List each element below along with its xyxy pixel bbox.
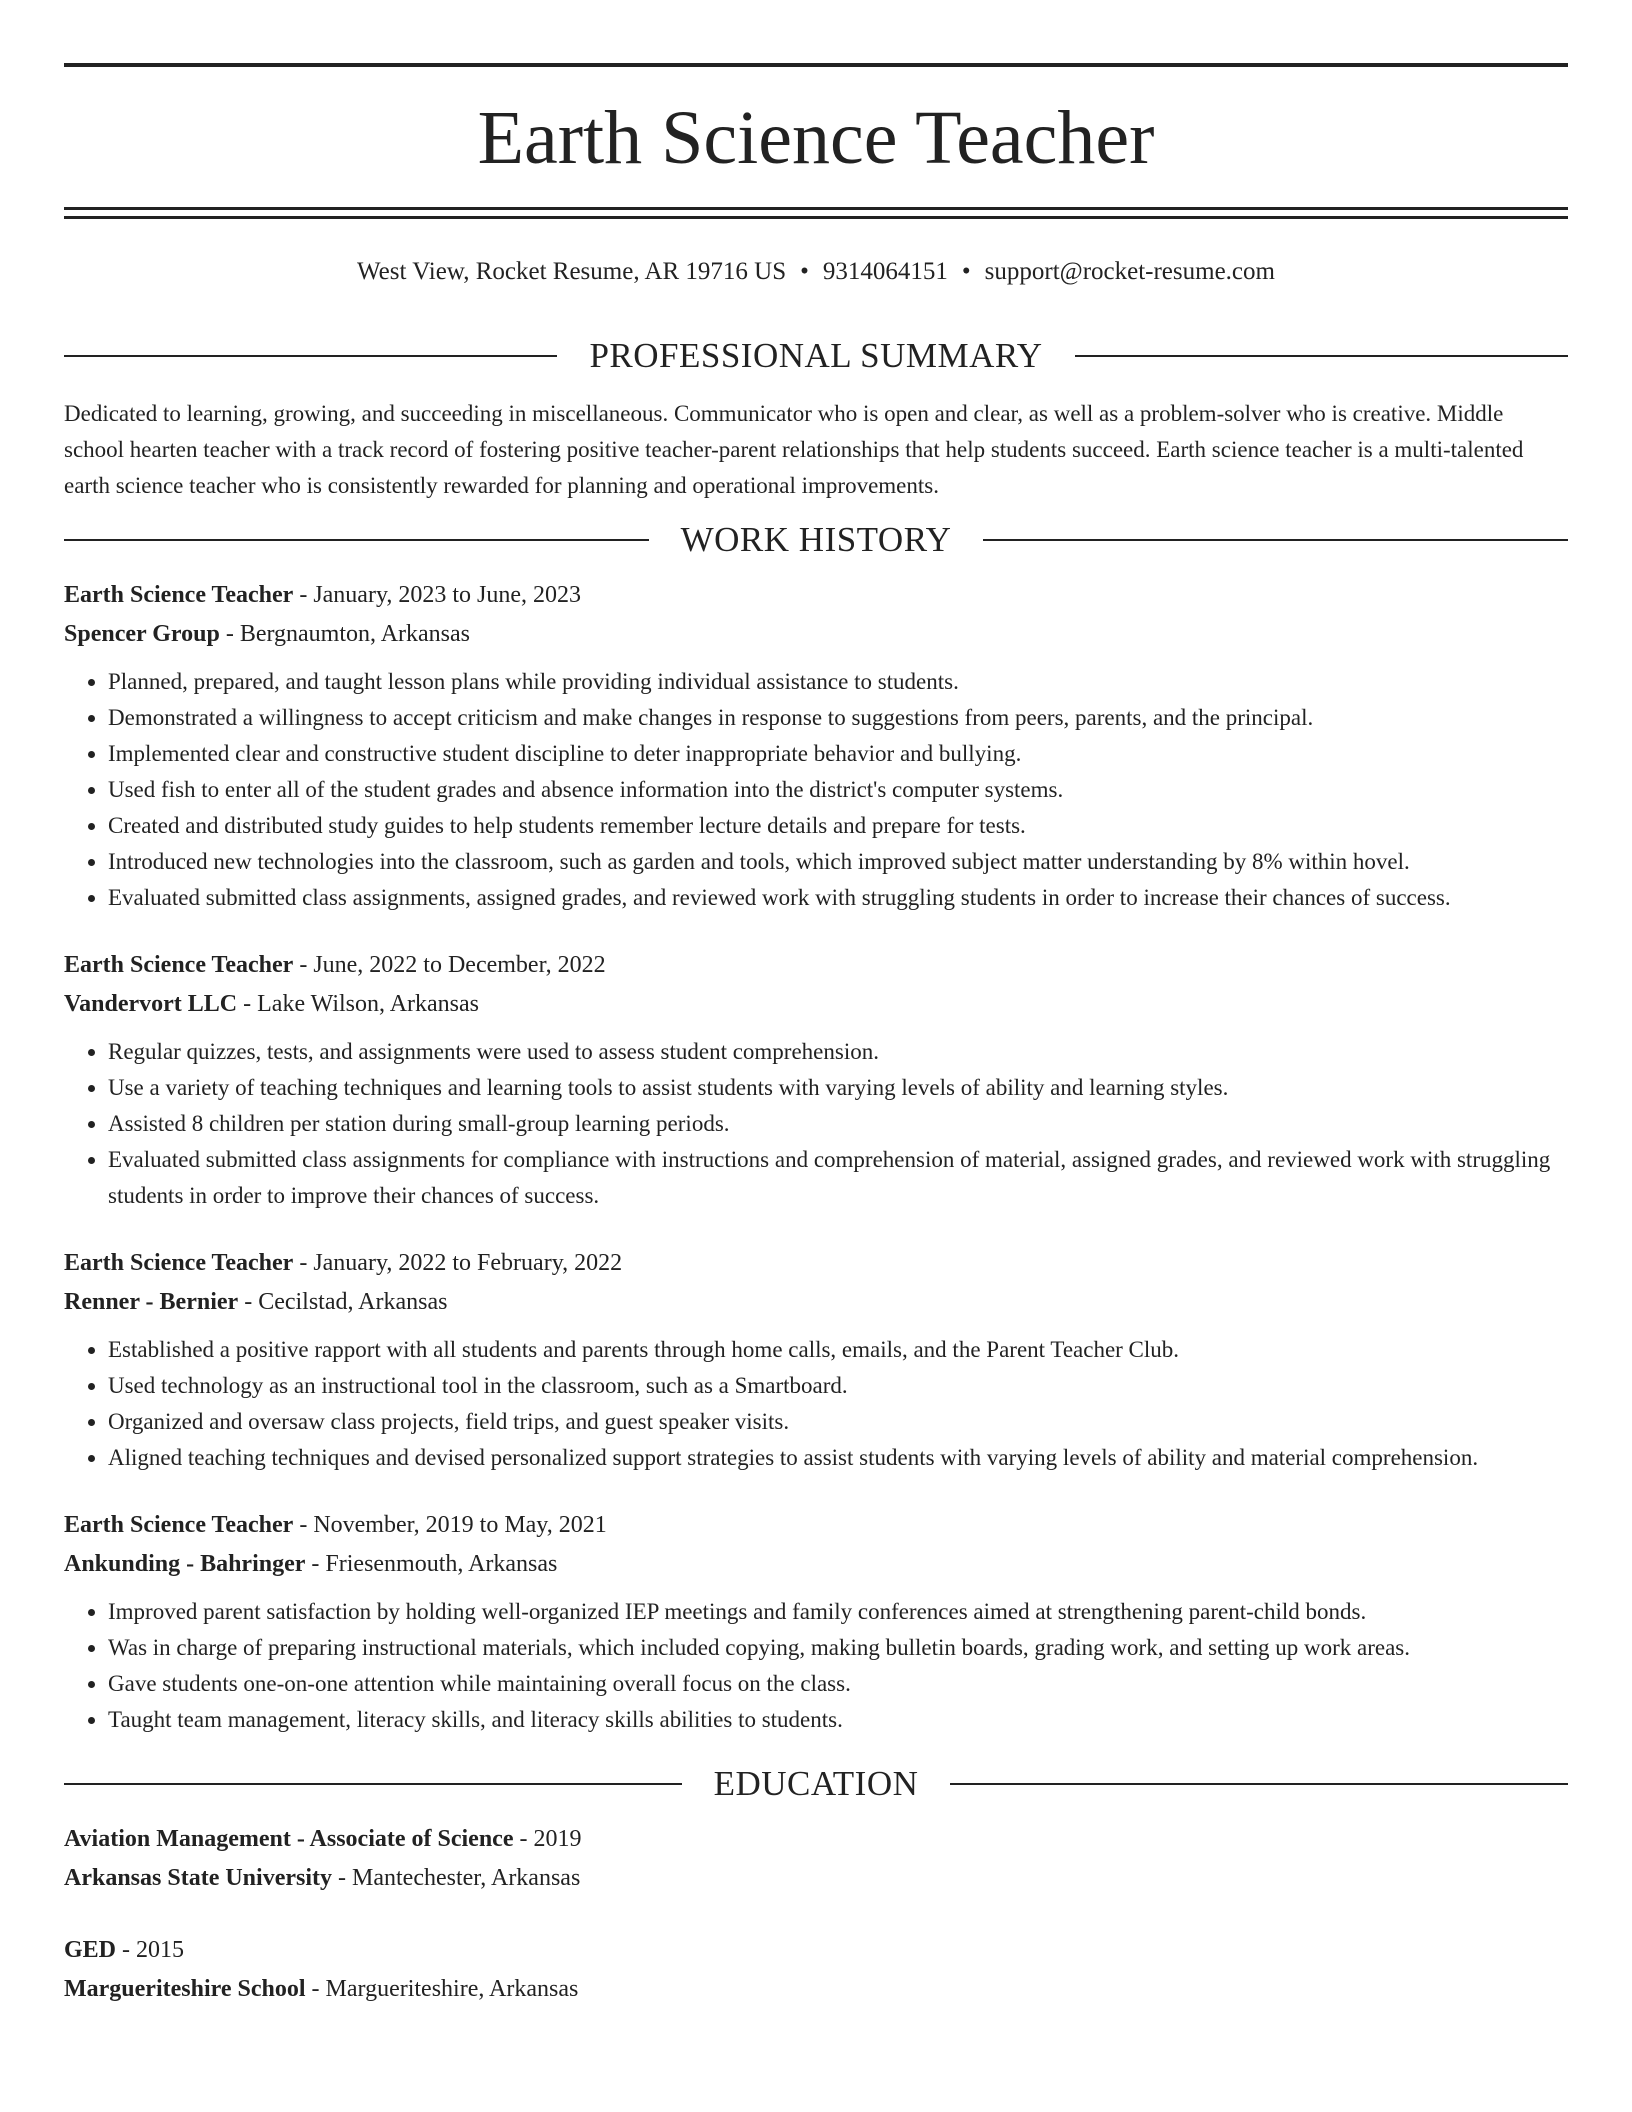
section-heading-education bbox=[64, 1760, 1568, 1808]
job-bullet: • Regular quizzes, tests, and assignments were used to assess student comprehension. bbox=[108, 1034, 1568, 1070]
job-bullet: • Use a variety of teaching techniques and learning tools to assist students with varying levels of ability and learning styles. bbox=[108, 1070, 1568, 1106]
job-bullet: • Assisted 8 children per station during small-group learning periods. bbox=[108, 1106, 1568, 1142]
header-top-rule bbox=[64, 63, 1568, 67]
section-title: EDUCATION bbox=[713, 1764, 919, 1803]
education-year: 2015 bbox=[136, 1937, 185, 1963]
section-title: WORK HISTORY bbox=[680, 520, 952, 559]
dash: - bbox=[305, 1976, 326, 2002]
job-entry bbox=[64, 946, 1568, 1214]
heading-rule-right bbox=[1075, 355, 1568, 357]
heading-rule-right bbox=[983, 539, 1568, 541]
job-title-line bbox=[64, 1506, 1568, 1545]
heading-rule-left bbox=[64, 1783, 682, 1785]
job-company-line bbox=[64, 985, 1568, 1024]
summary-text: Dedicated to learning, growing, and succeeding in miscellaneous. Communicator who is open and clear, as well as a problem-solver who is creative. Middle school hearten teacher with a track record of fostering positive teacher-parent relationships that help students succeed. Earth science teacher is a multi-talented earth science teacher who is consistently rewarded for planning and operational improvements. bbox=[64, 401, 1524, 498]
dash: - bbox=[293, 952, 314, 978]
job-entry bbox=[64, 1244, 1568, 1476]
job-bullet: • Created and distributed study guides to help students remember lecture details and prepare for tests. bbox=[108, 808, 1568, 844]
education-school-line bbox=[64, 1859, 1568, 1898]
job-location: Bergnaumton, Arkansas bbox=[239, 621, 471, 647]
job-bullet: • Planned, prepared, and taught lesson plans while providing individual assistance to students. bbox=[108, 664, 1568, 700]
job-title-line bbox=[64, 576, 1568, 615]
resume-name: Earth Science Teacher bbox=[477, 96, 1155, 180]
job-list bbox=[64, 576, 1568, 1738]
education-school: Arkansas State University bbox=[64, 1865, 332, 1891]
contact-address: West View, Rocket Resume, AR 19716 US bbox=[357, 258, 787, 285]
job-entry bbox=[64, 1506, 1568, 1738]
job-bullet: • Implemented clear and constructive student discipline to deter inappropriate behavior and bullying. bbox=[108, 736, 1568, 772]
job-company: Renner - Bernier bbox=[64, 1289, 239, 1315]
job-bullet: • Used technology as an instructional tool in the classroom, such as a Smartboard. bbox=[108, 1368, 1568, 1404]
job-bullet: • Was in charge of preparing instructional materials, which included copying, making bulletin boards, grading work, and setting up work areas. bbox=[108, 1630, 1568, 1666]
job-bullet: • Aligned teaching techniques and devised personalized support strategies to assist students with varying levels of ability and material comprehension. bbox=[108, 1440, 1568, 1476]
job-bullets bbox=[64, 1594, 1568, 1738]
education-year: 2019 bbox=[533, 1826, 582, 1852]
job-bullets bbox=[64, 1034, 1568, 1214]
dash: - bbox=[238, 1289, 259, 1315]
dash: - bbox=[293, 582, 314, 608]
job-company-line bbox=[64, 1283, 1568, 1322]
job-dates: January, 2023 to June, 2023 bbox=[313, 582, 582, 608]
education-school: Margueriteshire School bbox=[64, 1976, 306, 2002]
education-school-line bbox=[64, 1970, 1568, 2009]
job-bullet: • Established a positive rapport with all students and parents through home calls, emails, and the Parent Teacher Club. bbox=[108, 1332, 1568, 1368]
education-location: Mantechester, Arkansas bbox=[352, 1865, 581, 1891]
heading-rule-left bbox=[64, 355, 557, 357]
job-bullet: • Evaluated submitted class assignments for compliance with instructions and comprehension of material, assigned grades, and reviewed work with struggling students in order to improve their chances of success. bbox=[108, 1142, 1568, 1214]
job-title: Earth Science Teacher bbox=[64, 1250, 294, 1276]
job-bullet: • Taught team management, literacy skills, and literacy skills abilities to students. bbox=[108, 1702, 1568, 1738]
job-bullet: • Gave students one-on-one attention while maintaining overall focus on the class. bbox=[108, 1666, 1568, 1702]
job-title-line bbox=[64, 946, 1568, 985]
section-heading-work-history bbox=[64, 516, 1568, 564]
job-dates: January, 2022 to February, 2022 bbox=[313, 1250, 623, 1276]
job-title: Earth Science Teacher bbox=[64, 952, 294, 978]
header-bottom-rule-2 bbox=[64, 216, 1568, 219]
job-dates: November, 2019 to May, 2021 bbox=[313, 1512, 607, 1538]
job-company: Spencer Group bbox=[64, 621, 220, 647]
dash: - bbox=[293, 1512, 314, 1538]
job-bullets bbox=[64, 1332, 1568, 1476]
contact-separator: • bbox=[800, 258, 809, 285]
contact-separator: • bbox=[961, 258, 971, 285]
job-dates: June, 2022 to December, 2022 bbox=[313, 952, 606, 978]
dash: - bbox=[332, 1865, 352, 1891]
job-entry bbox=[64, 576, 1568, 916]
job-company: Vandervort LLC bbox=[64, 991, 238, 1017]
job-title: Earth Science Teacher bbox=[64, 1512, 294, 1538]
resume-content bbox=[64, 332, 1568, 2009]
contact-line bbox=[64, 254, 1568, 290]
education-location: Margueriteshire, Arkansas bbox=[325, 1976, 579, 2002]
dash: - bbox=[305, 1551, 326, 1577]
dash: - bbox=[293, 1250, 314, 1276]
job-bullet: • Demonstrated a willingness to accept criticism and make changes in response to suggestions from peers, parents, and the principal. bbox=[108, 700, 1568, 736]
job-company: Ankunding - Bahringer bbox=[64, 1551, 306, 1577]
job-bullet: • Introduced new technologies into the classroom, such as garden and tools, which improved subject matter understanding by 8% within hovel. bbox=[108, 844, 1568, 880]
job-location: Friesenmouth, Arkansas bbox=[325, 1551, 558, 1577]
job-location: Cecilstad, Arkansas bbox=[258, 1289, 448, 1315]
dash: - bbox=[237, 991, 258, 1017]
job-bullet: • Evaluated submitted class assignments, assigned grades, and reviewed work with struggling students in order to increase their chances of success. bbox=[108, 880, 1568, 916]
section-title: PROFESSIONAL SUMMARY bbox=[589, 336, 1043, 375]
dash: - bbox=[116, 1937, 137, 1963]
job-bullet: • Organized and oversaw class projects, field trips, and guest speaker visits. bbox=[108, 1404, 1568, 1440]
education-degree-line bbox=[64, 1820, 1568, 1859]
education-entry bbox=[64, 1931, 1568, 2009]
heading-rule-right bbox=[950, 1783, 1568, 1785]
contact-phone: 9314064151 bbox=[822, 258, 948, 285]
job-bullet: • Used fish to enter all of the student grades and absence information into the district's computer systems. bbox=[108, 772, 1568, 808]
education-degree: GED bbox=[64, 1937, 117, 1963]
job-bullets bbox=[64, 664, 1568, 916]
section-heading-summary bbox=[64, 332, 1568, 380]
header-bottom-rule-1 bbox=[64, 207, 1568, 210]
job-bullet: • Improved parent satisfaction by holding well-organized IEP meetings and family conferences aimed at strengthening parent-child bonds. bbox=[108, 1594, 1568, 1630]
dash: - bbox=[219, 621, 240, 647]
education-entry bbox=[64, 1820, 1568, 1898]
job-title: Earth Science Teacher bbox=[64, 582, 294, 608]
job-company-line bbox=[64, 615, 1568, 654]
education-degree-line bbox=[64, 1931, 1568, 1970]
education-degree: Aviation Management - Associate of Science bbox=[64, 1826, 514, 1852]
job-title-line bbox=[64, 1244, 1568, 1283]
dash: - bbox=[513, 1826, 534, 1852]
job-location: Lake Wilson, Arkansas bbox=[257, 991, 480, 1017]
contact-email: support@rocket-resume.com bbox=[984, 258, 1275, 285]
heading-rule-left bbox=[64, 539, 649, 541]
job-company-line bbox=[64, 1545, 1568, 1584]
